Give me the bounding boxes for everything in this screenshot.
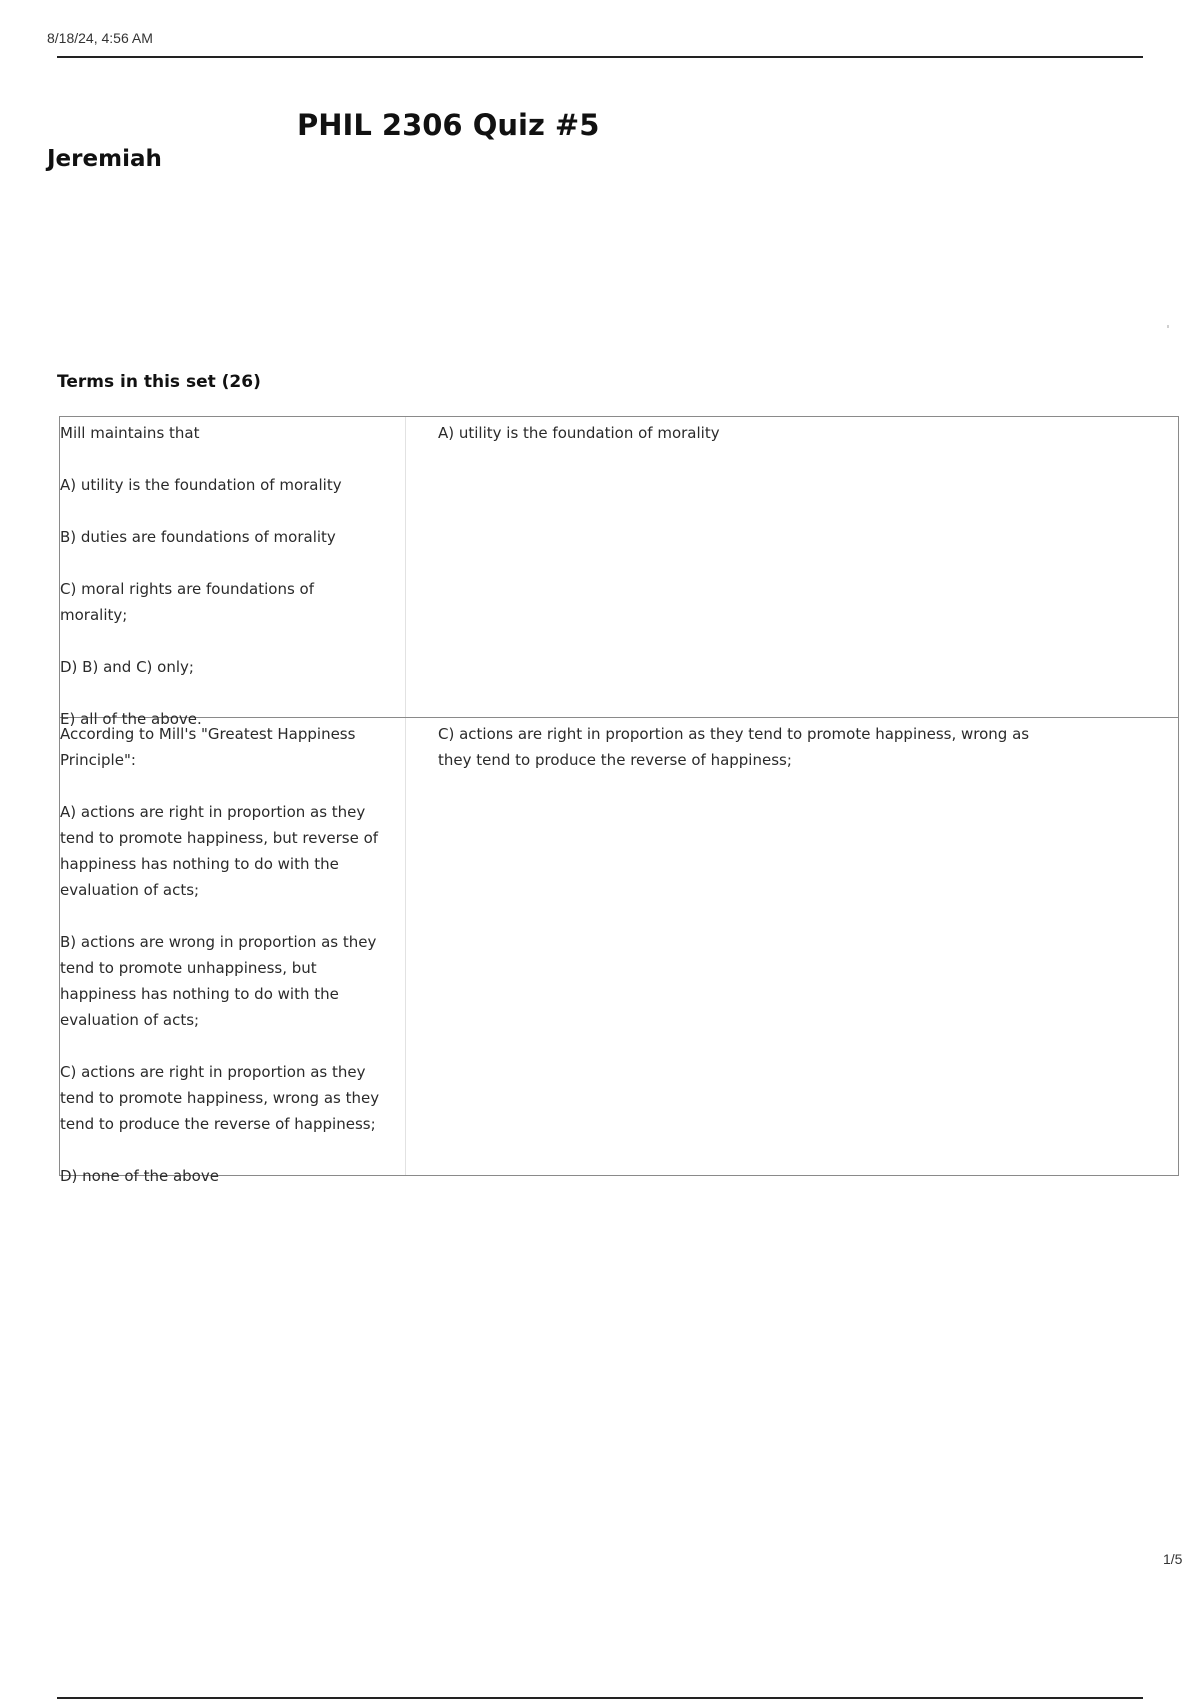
- term-question: According to Mill's "Greatest Happiness Principle":: [60, 725, 356, 769]
- table-row: [60, 717, 1178, 1185]
- author-name: Jeremiah: [47, 146, 162, 172]
- definition-cell: A) utility is the foundation of morality: [438, 424, 720, 442]
- term-option: C) actions are right in proportion as they tend to promote happiness, wrong as they tend to produce the reverse of happiness;: [60, 1063, 380, 1133]
- term-question: Mill maintains that: [60, 424, 200, 442]
- term-option: D) none of the above: [60, 1167, 219, 1185]
- term-option: A) utility is the foundation of morality: [60, 476, 342, 494]
- terms-heading: Terms in this set (26): [57, 372, 261, 392]
- page-number: 1/5: [1163, 1551, 1183, 1567]
- table-row: [60, 417, 1178, 728]
- term-option: B) actions are wrong in proportion as they tend to promote unhappiness, but happiness has nothing to do with the evaluation of acts;: [60, 933, 377, 1029]
- header-rule: [57, 56, 1143, 58]
- definition-cell: C) actions are right in proportion as they tend to promote happiness, wrong as they tend to produce the reverse of happiness;: [438, 725, 1030, 769]
- term-cell: [60, 417, 406, 728]
- term-option: B) duties are foundations of morality: [60, 528, 336, 546]
- footer-rule: [57, 1697, 1143, 1699]
- terms-table: [59, 416, 1179, 1185]
- term-option: D) B) and C) only;: [60, 658, 194, 676]
- page-title: PHIL 2306 Quiz #5: [297, 108, 600, 142]
- term-option: A) actions are right in proportion as they tend to promote happiness, but reverse of happiness has nothing to do with the evaluation of acts;: [60, 803, 379, 899]
- scan-speck: [1167, 325, 1169, 328]
- term-cell: [60, 718, 406, 1185]
- print-timestamp: 8/18/24, 4:56 AM: [47, 30, 153, 46]
- term-option: E) all of the above.: [60, 710, 202, 728]
- term-option: C) moral rights are foundations of morality;: [60, 580, 314, 624]
